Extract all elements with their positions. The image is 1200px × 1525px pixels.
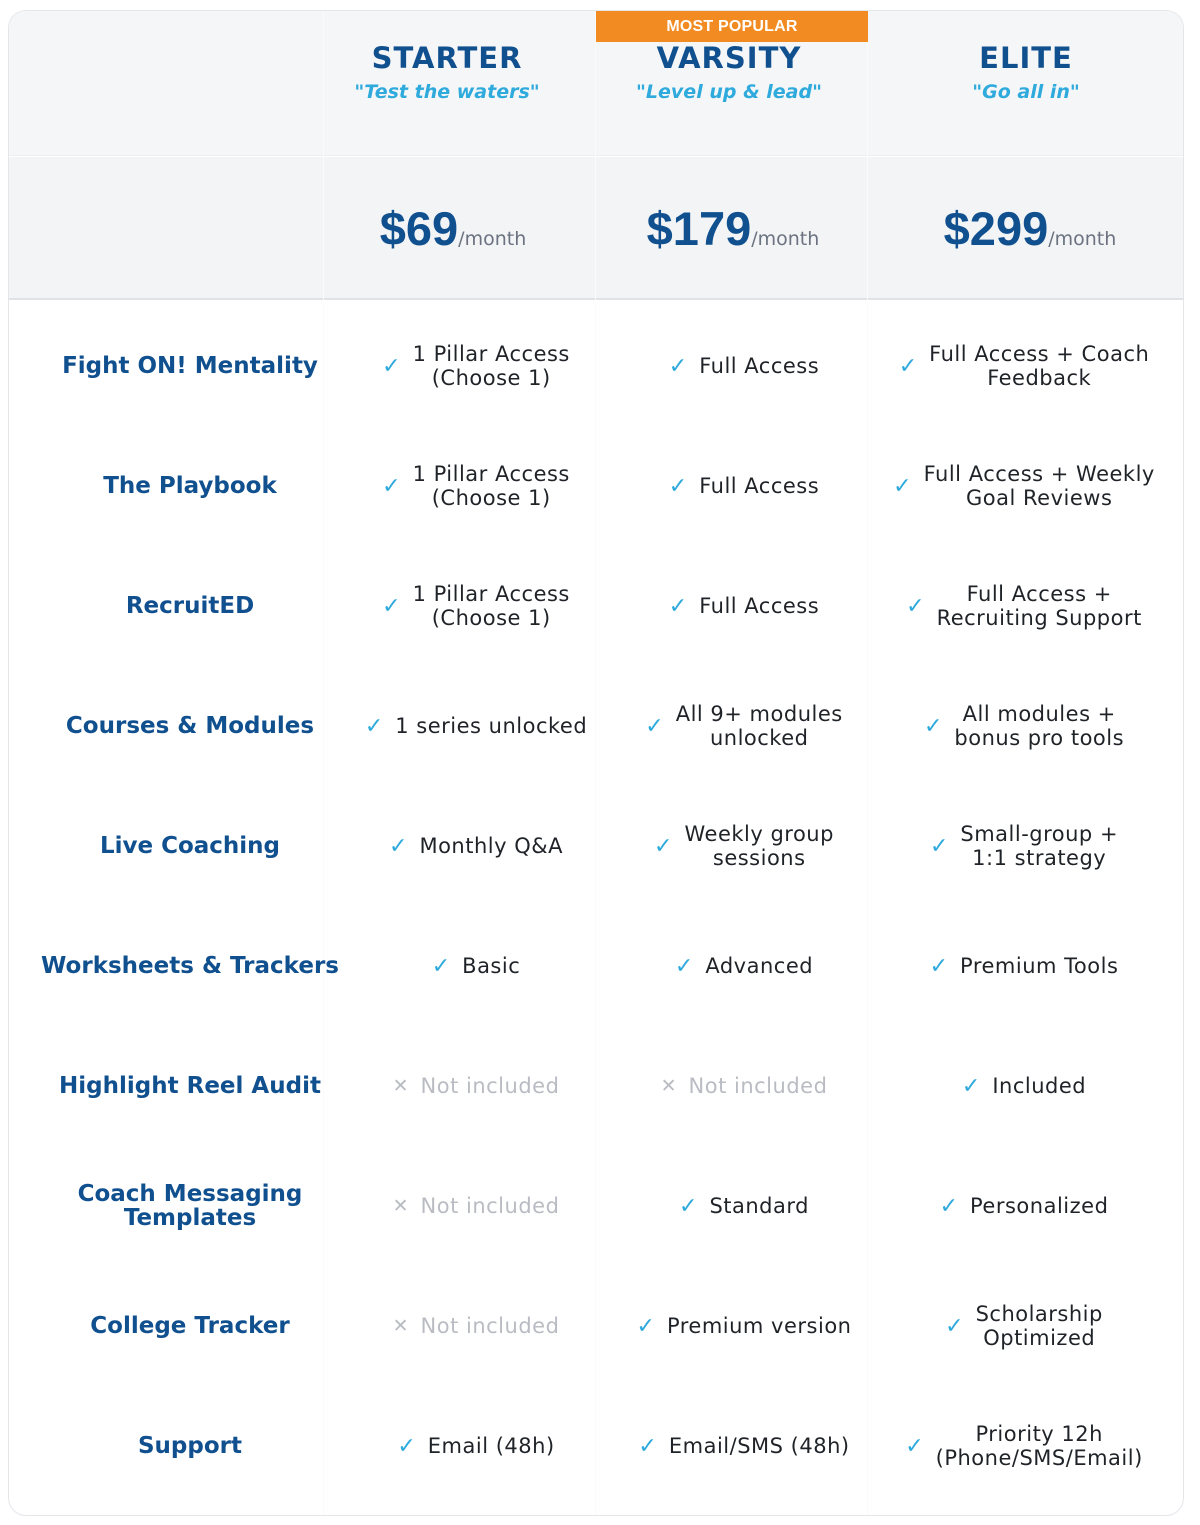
price-elite — [890, 201, 1170, 256]
plan-feature-cell — [879, 546, 1169, 666]
price-amount: $179 — [646, 202, 752, 255]
feature-value: Weekly group sessions — [684, 822, 834, 870]
checkmark-icon: ✓ — [905, 1433, 924, 1459]
checkmark-icon: ✓ — [961, 1073, 981, 1099]
plan-tagline: "Test the waters" — [354, 81, 540, 103]
price-amount: $299 — [943, 202, 1049, 255]
feature-name: The Playbook — [103, 473, 277, 499]
plan-feature-cell — [331, 1386, 621, 1506]
checkmark-icon: ✓ — [945, 1313, 964, 1339]
feature-value: Priority 12h (Phone/SMS/Email) — [935, 1422, 1143, 1470]
feature-value: Small-group + 1:1 strategy — [960, 822, 1119, 870]
checkmark-icon: ✓ — [397, 1433, 416, 1459]
feature-name: Coach Messaging Templates — [77, 1181, 303, 1231]
plan-feature-cell — [599, 1146, 889, 1266]
plan-feature-cell — [599, 1386, 889, 1506]
feature-value: 1 Pillar Access (Choose 1) — [412, 582, 570, 630]
plan-feature-cell — [599, 666, 889, 786]
feature-row — [9, 546, 1184, 666]
x-icon: ✕ — [392, 1315, 409, 1337]
plan-feature-cell — [331, 1026, 621, 1146]
feature-row — [9, 666, 1184, 786]
plan-feature-cell — [331, 546, 621, 666]
plan-feature-cell — [879, 1266, 1169, 1386]
feature-value: All 9+ modules unlocked — [675, 702, 843, 750]
checkmark-icon: ✓ — [645, 713, 664, 739]
checkmark-icon: ✓ — [898, 353, 918, 379]
plan-feature-cell — [331, 906, 621, 1026]
checkmark-icon: ✓ — [668, 473, 688, 499]
plan-feature-cell — [599, 546, 889, 666]
checkmark-icon: ✓ — [679, 1193, 698, 1219]
x-icon: ✕ — [660, 1075, 677, 1097]
feature-value: Personalized — [970, 1194, 1109, 1218]
checkmark-icon: ✓ — [382, 593, 401, 619]
feature-value: Standard — [709, 1194, 809, 1218]
feature-row — [9, 426, 1184, 546]
plan-feature-cell — [879, 1026, 1169, 1146]
feature-value: 1 series unlocked — [395, 714, 588, 738]
plan-feature-cell — [879, 666, 1169, 786]
plan-feature-cell — [879, 786, 1169, 906]
feature-name: College Tracker — [90, 1313, 290, 1339]
checkmark-icon: ✓ — [929, 953, 949, 979]
pricing-table — [8, 10, 1184, 1516]
feature-row — [9, 1146, 1184, 1266]
feature-value: Email (48h) — [427, 1434, 555, 1458]
feature-value: Premium version — [666, 1314, 852, 1338]
checkmark-icon: ✓ — [668, 353, 688, 379]
checkmark-icon: ✓ — [382, 473, 401, 499]
feature-row — [9, 306, 1184, 426]
feature-name: Fight ON! Mentality — [62, 353, 318, 379]
plan-feature-cell — [331, 426, 621, 546]
feature-name: Highlight Reel Audit — [59, 1073, 321, 1099]
plan-feature-cell — [331, 1266, 621, 1386]
feature-name: Live Coaching — [99, 833, 281, 859]
feature-row — [9, 906, 1184, 1026]
plan-feature-cell — [879, 426, 1169, 546]
plan-feature-cell — [331, 1146, 621, 1266]
checkmark-icon: ✓ — [389, 833, 408, 859]
feature-value: All modules + bonus pro tools — [954, 702, 1125, 750]
feature-value: Full Access — [699, 474, 820, 498]
price-starter — [313, 201, 593, 256]
feature-value: Basic — [462, 954, 521, 978]
checkmark-icon: ✓ — [906, 593, 925, 619]
feature-value: 1 Pillar Access (Choose 1) — [412, 342, 570, 390]
most-popular-badge: MOST POPULAR — [596, 11, 868, 42]
checkmark-icon: ✓ — [939, 1193, 959, 1219]
plan-feature-cell — [599, 906, 889, 1026]
checkmark-icon: ✓ — [923, 713, 943, 739]
plan-header-varsity — [589, 41, 869, 103]
feature-value: Not included — [688, 1074, 828, 1098]
price-varsity — [593, 201, 873, 256]
plan-feature-cell — [879, 1386, 1169, 1506]
plan-header-elite — [886, 41, 1166, 103]
plan-feature-cell — [331, 306, 621, 426]
feature-value: Monthly Q&A — [419, 834, 563, 858]
feature-value: Full Access + Recruiting Support — [936, 582, 1142, 630]
checkmark-icon: ✓ — [893, 473, 912, 499]
plan-feature-cell — [599, 1266, 889, 1386]
plan-feature-cell — [879, 306, 1169, 426]
plan-name: VARSITY — [656, 41, 802, 75]
feature-value: Advanced — [705, 954, 814, 978]
plan-feature-cell — [331, 666, 621, 786]
feature-value: Full Access + Weekly Goal Reviews — [923, 462, 1155, 510]
checkmark-icon: ✓ — [431, 953, 451, 979]
plan-feature-cell — [331, 786, 621, 906]
feature-value: Not included — [420, 1314, 560, 1338]
feature-row — [9, 1026, 1184, 1146]
feature-name: Worksheets & Trackers — [41, 953, 339, 979]
plan-feature-cell — [879, 1146, 1169, 1266]
checkmark-icon: ✓ — [364, 713, 384, 739]
plan-tagline: "Level up & lead" — [636, 81, 822, 103]
feature-name: Courses & Modules — [65, 713, 315, 739]
feature-row — [9, 786, 1184, 906]
checkmark-icon: ✓ — [674, 953, 694, 979]
feature-value: Not included — [420, 1194, 560, 1218]
plan-feature-cell — [599, 426, 889, 546]
checkmark-icon: ✓ — [636, 1313, 655, 1339]
plan-header-starter — [307, 41, 587, 103]
feature-value: Email/SMS (48h) — [668, 1434, 850, 1458]
feature-row — [9, 1386, 1184, 1506]
price-amount: $69 — [379, 202, 459, 255]
checkmark-icon: ✓ — [382, 353, 401, 379]
feature-value: Full Access — [699, 594, 820, 618]
feature-value: Not included — [420, 1074, 560, 1098]
feature-name: RecruitED — [125, 593, 255, 619]
checkmark-icon: ✓ — [654, 833, 673, 859]
x-icon: ✕ — [392, 1075, 409, 1097]
x-icon: ✕ — [392, 1195, 409, 1217]
price-period: /month — [458, 228, 527, 250]
feature-name: Support — [137, 1433, 242, 1459]
price-period: /month — [1048, 228, 1117, 250]
feature-value: Full Access — [699, 354, 820, 378]
checkmark-icon: ✓ — [638, 1433, 657, 1459]
plan-tagline: "Go all in" — [972, 81, 1080, 103]
plan-feature-cell — [879, 906, 1169, 1026]
checkmark-icon: ✓ — [929, 833, 949, 859]
price-period: /month — [751, 228, 820, 250]
feature-row — [9, 1266, 1184, 1386]
plan-feature-cell — [599, 786, 889, 906]
feature-value: 1 Pillar Access (Choose 1) — [412, 462, 570, 510]
plan-name: STARTER — [371, 41, 523, 75]
feature-value: Full Access + Coach Feedback — [929, 342, 1150, 390]
plan-name: ELITE — [979, 41, 1073, 75]
checkmark-icon: ✓ — [668, 593, 688, 619]
plan-feature-cell — [599, 306, 889, 426]
plan-feature-cell — [599, 1026, 889, 1146]
feature-value: Scholarship Optimized — [975, 1302, 1103, 1350]
feature-value: Premium Tools — [960, 954, 1119, 978]
feature-value: Included — [992, 1074, 1087, 1098]
